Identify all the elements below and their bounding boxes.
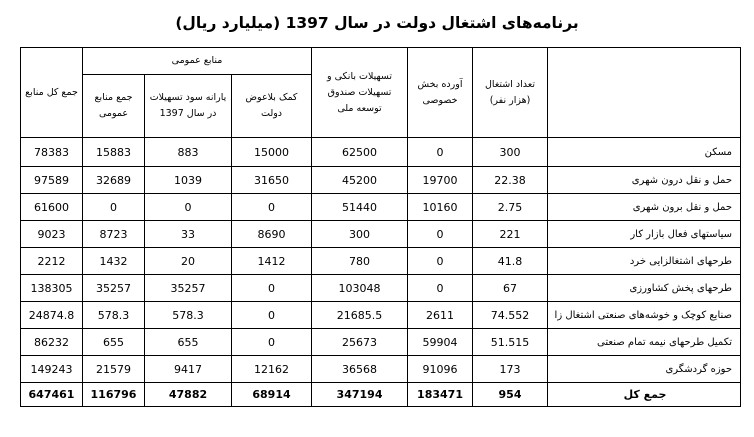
cell-employment: 954 [473, 383, 548, 407]
cell-total-label: جمع کل [548, 383, 741, 407]
cell-aid: 68914 [232, 383, 312, 407]
cell-aid: 12162 [232, 356, 312, 383]
cell-private: 2611 [408, 302, 473, 329]
cell-public-sum: 21579 [83, 356, 145, 383]
cell-total: 24874.8 [21, 302, 83, 329]
header-program-name [548, 48, 741, 138]
cell-total: 86232 [21, 329, 83, 356]
cell-subsidy: 35257 [145, 275, 232, 302]
page-title: برنامه‌های اشتغال دولت در سال 1397 (میلیارد ریال) [175, 14, 579, 32]
cell-employment: 51.515 [473, 329, 548, 356]
cell-bank: 36568 [312, 356, 408, 383]
table-row [21, 302, 741, 329]
header-interest-subsidy: یارانه سود تسهیلات در سال 1397 [145, 75, 232, 138]
cell-subsidy: 47882 [145, 383, 232, 407]
cell-program-name: مسکن [548, 138, 741, 167]
table-row [21, 275, 741, 302]
cell-program-name: حمل و نقل برون شهری [548, 194, 741, 221]
cell-subsidy: 883 [145, 138, 232, 167]
header-employment-count: تعداد اشتغال (هزار نفر) [473, 48, 548, 138]
header-public-resources-group: منابع عمومی [83, 48, 312, 75]
table-row [21, 138, 741, 167]
table-row [21, 194, 741, 221]
header-government-grant: کمک بلاعوض دولت [232, 75, 312, 138]
cell-bank: 21685.5 [312, 302, 408, 329]
cell-private: 183471 [408, 383, 473, 407]
table-row [21, 356, 741, 383]
cell-bank: 780 [312, 248, 408, 275]
cell-aid: 0 [232, 194, 312, 221]
cell-public-sum: 116796 [83, 383, 145, 407]
cell-private: 59904 [408, 329, 473, 356]
cell-aid: 0 [232, 302, 312, 329]
cell-bank: 51440 [312, 194, 408, 221]
cell-subsidy: 33 [145, 221, 232, 248]
table-row [21, 248, 741, 275]
employment-programs-table [20, 47, 741, 407]
cell-private: 91096 [408, 356, 473, 383]
cell-private: 0 [408, 275, 473, 302]
cell-public-sum: 32689 [83, 167, 145, 194]
cell-subsidy: 655 [145, 329, 232, 356]
cell-public-sum: 8723 [83, 221, 145, 248]
cell-bank: 103048 [312, 275, 408, 302]
cell-total: 9023 [21, 221, 83, 248]
cell-subsidy: 9417 [145, 356, 232, 383]
cell-employment: 74.552 [473, 302, 548, 329]
cell-employment: 2.75 [473, 194, 548, 221]
header-total-resources: جمع کل منابع [21, 48, 83, 138]
cell-employment: 41.8 [473, 248, 548, 275]
cell-total: 138305 [21, 275, 83, 302]
table-row [21, 221, 741, 248]
cell-aid: 0 [232, 275, 312, 302]
cell-program-name: طرحهای اشتغالزایی خرد [548, 248, 741, 275]
cell-private: 10160 [408, 194, 473, 221]
cell-bank: 25673 [312, 329, 408, 356]
cell-employment: 22.38 [473, 167, 548, 194]
cell-total: 647461 [21, 383, 83, 407]
cell-employment: 67 [473, 275, 548, 302]
cell-employment: 221 [473, 221, 548, 248]
cell-subsidy: 20 [145, 248, 232, 275]
cell-total: 78383 [21, 138, 83, 167]
header-private-contribution: آورده بخش خصوصی [408, 48, 473, 138]
cell-subsidy: 0 [145, 194, 232, 221]
total-row [21, 383, 741, 407]
cell-public-sum: 1432 [83, 248, 145, 275]
cell-program-name: سیاستهای فعال بازار کار [548, 221, 741, 248]
cell-aid: 8690 [232, 221, 312, 248]
cell-subsidy: 578.3 [145, 302, 232, 329]
cell-private: 0 [408, 248, 473, 275]
cell-aid: 1412 [232, 248, 312, 275]
cell-program-name: حمل و نقل درون شهری [548, 167, 741, 194]
cell-employment: 300 [473, 138, 548, 167]
cell-private: 0 [408, 138, 473, 167]
cell-public-sum: 35257 [83, 275, 145, 302]
table-row [21, 329, 741, 356]
header-bank-facilities: تسهیلات بانکی و تسهیلات صندوق توسعه ملی [312, 48, 408, 138]
cell-total: 2212 [21, 248, 83, 275]
cell-total: 149243 [21, 356, 83, 383]
cell-program-name: حوزه گردشگری [548, 356, 741, 383]
table-row [21, 167, 741, 194]
cell-aid: 15000 [232, 138, 312, 167]
cell-bank: 300 [312, 221, 408, 248]
cell-program-name: تکمیل طرحهای نیمه تمام صنعتی [548, 329, 741, 356]
cell-program-name: صنایع کوچک و خوشه‌های صنعتی اشتغال زا [548, 302, 741, 329]
cell-total: 61600 [21, 194, 83, 221]
cell-subsidy: 1039 [145, 167, 232, 194]
cell-total: 97589 [21, 167, 83, 194]
header-public-sum: جمع منابع عمومی [83, 75, 145, 138]
cell-public-sum: 578.3 [83, 302, 145, 329]
cell-private: 0 [408, 221, 473, 248]
cell-bank: 62500 [312, 138, 408, 167]
cell-public-sum: 0 [83, 194, 145, 221]
cell-aid: 0 [232, 329, 312, 356]
cell-public-sum: 655 [83, 329, 145, 356]
cell-public-sum: 15883 [83, 138, 145, 167]
cell-aid: 31650 [232, 167, 312, 194]
cell-private: 19700 [408, 167, 473, 194]
cell-employment: 173 [473, 356, 548, 383]
cell-bank: 347194 [312, 383, 408, 407]
cell-bank: 45200 [312, 167, 408, 194]
cell-program-name: طرحهای پخش کشاورزی [548, 275, 741, 302]
